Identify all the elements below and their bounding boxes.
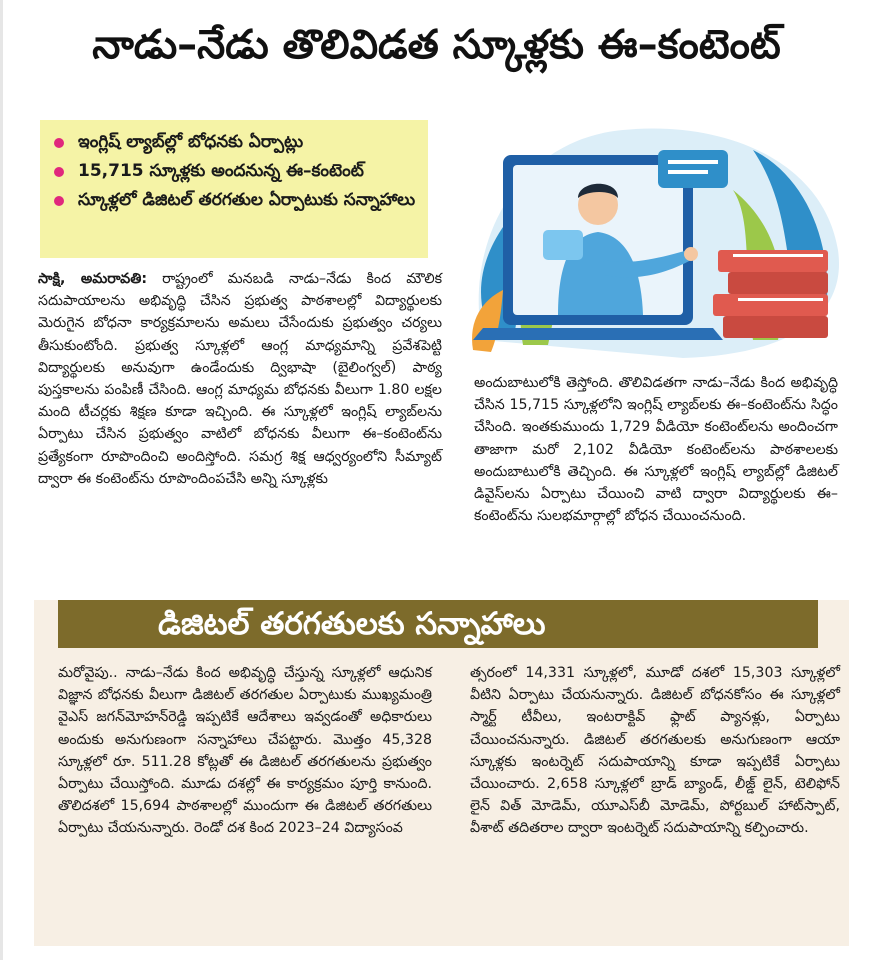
bullet-icon bbox=[54, 138, 64, 148]
teacher-laptop-illustration bbox=[453, 100, 853, 362]
sidebar-column-right bbox=[470, 662, 840, 840]
sidebar-text-left: మరోవైపు.. నాడు–నేడు కింద అభివృద్ధి చేస్తున్న స్కూళ్లలో ఆధునిక విజ్ఞాన బోధనకు వీలుగా డిజిటల్ తరగతుల ఏర్పాటుకు ముఖ్యమంత్రి వైఎస్ జగన్‌మోహన్‌రెడ్డి ఇప్పటికే ఆదేశాలు ఇవ్వడంతో అధికారులు అందుకు అనుగుణంగా సన్నాహాలు చేపట్టారు. మొత్తం 45,328 స్కూళ్లలో రూ. 511.28 కోట్లతో ఈ డిజిటల్ తరగతులను ప్రభుత్వం ఏర్పాటు చేయిస్తోంది. మూడు దశల్లో ఈ కార్యక్రమం పూర్తి కానుంది. తొలిదశలో 15,694 పాఠశాలల్లో ముందుగా ఈ డిజిటల్ తరగతులు ఏర్పాటు చేయనున్నారు. రెండో దశ కింద 2023–24 విద్యాసంవ bbox=[58, 665, 432, 837]
article-column-left bbox=[38, 268, 442, 490]
article-column-right bbox=[474, 372, 838, 527]
sidebar-heading: డిజిటల్ తరగతులకు సన్నాహాలు bbox=[58, 600, 818, 648]
article-text-right: అందుబాటులోకి తెస్తోంది. తొలివిడతగా నాడు–నేడు కింద అభివృద్ధి చేసిన 15,715 స్కూళ్లలోని ఇంగ్లిష్ ల్యాబ్‌లకు ఈ–కంటెంట్‌ను సిద్ధం చేసింది. ఇంతకుముందు 1,729 వీడియో కంటెంట్‌లను అందించగా తాజాగా మరో 2,102 వీడియో కంటెంట్‌లను పాఠశాలలకు అందుబాటులోకి తెచ్చింది. ఈ స్కూళ్లలో ఇంగ్లిష్ ల్యాబ్‌ల్లో డిజిటల్ డివైస్‌లను ఏర్పాటు చేయించి వాటి ద్వారా విద్యార్థులకు ఈ–కంటెంట్‌ను సులభమార్గాల్లో బోధన చేయించనుంది. bbox=[474, 375, 838, 525]
headline: నాడు–నేడు తొలివిడత స్కూళ్లకు ఈ–కంటెంట్ bbox=[92, 22, 781, 68]
highlights-box bbox=[40, 120, 428, 258]
highlight-item: ఇంగ్లిష్ ల్యాబ్‌ల్లో బోధనకు ఏర్పాట్లు bbox=[52, 128, 418, 157]
page-fold-edge bbox=[0, 0, 3, 960]
highlight-item: స్కూళ్లలో డిజిటల్ తరగతుల ఏర్పాటుకు సన్నాహాలు bbox=[52, 186, 418, 215]
bullet-icon bbox=[54, 196, 64, 206]
bullet-icon bbox=[54, 167, 64, 177]
highlight-item: 15,715 స్కూళ్లకు అందనున్న ఈ–కంటెంట్ bbox=[52, 157, 418, 186]
sidebar-text-right: త్సరంలో 14,331 స్కూళ్లలో, మూడో దశలో 15,303 స్కూళ్లలో వీటిని ఏర్పాటు చేయనున్నారు. డిజిటల్ బోధనకోసం ఈ స్కూళ్లలో స్మార్ట్ టీవీలు, ఇంటరాక్టివ్ ఫ్లాట్ ప్యానళ్లు, ఏర్పాటు చేయించనున్నారు. డిజిటల్ తరగతులకు అనుగుణంగా ఆయా స్కూళ్లకు ఇంటర్నెట్ సదుపాయాన్ని కూడా ఇప్పటికే ఏర్పాటు చేయించారు. 2,658 స్కూళ్లలో బ్రాడ్ బ్యాండ్, లీజ్డ్ లైన్, టెలిఫోన్ లైన్ విత్ మోడెమ్, యూఎస్‌బీ మోడెమ్, పోర్టబుల్ హాట్‌స్పాట్, వీశాట్ తదితరాల ద్వారా ఇంటర్నెట్ సదుపాయాన్ని కల్పించారు. bbox=[470, 665, 840, 837]
sidebar-column-left bbox=[58, 662, 432, 840]
article-text-left: రాష్ట్రంలో మనబడి నాడు–నేడు కింద మౌలిక సదుపాయాలను అభివృద్ధి చేసిన ప్రభుత్వ పాఠశాలల్లో విద్యార్థులకు మెరుగైన బోధనా కార్యక్రమాలను అమలు చేసేందుకు ప్రభుత్వం చర్యలు తీసుకుంటోంది. ప్రభుత్వ స్కూళ్లలో ఆంగ్ల మాధ్యమాన్ని ప్రవేశపెట్టి విద్యార్థులకు అనువుగా ఉండేందుకు ద్విభాషా (బైలింగ్వల్) పాఠ్య పుస్తకాలను పంపిణీ చేసింది. ఆంగ్ల మాధ్యమ బోధనకు వీలుగా 1.80 లక్షల మంది టీచర్లకు శిక్షణ కూడా ఇచ్చింది. ఈ స్కూళ్లలో ఇంగ్లిష్ ల్యాబ్‌లను ఏర్పాటు చేసిన ప్రభుత్వం వాటిలో బోధనకు వీలుగా ఈ–కంటెంట్‌ను ప్రత్యేకంగా రూపొందించి అందిస్తోంది. సమగ్ర శిక్ష ఆధ్వర్యంలోని సీమ్యాట్ ద్వారా ఈ కంటెంట్‌ను రూపొందింపచేసి అన్ని స్కూళ్లకు bbox=[38, 271, 442, 487]
dateline: సాక్షి, అమరావతి: bbox=[38, 271, 147, 287]
